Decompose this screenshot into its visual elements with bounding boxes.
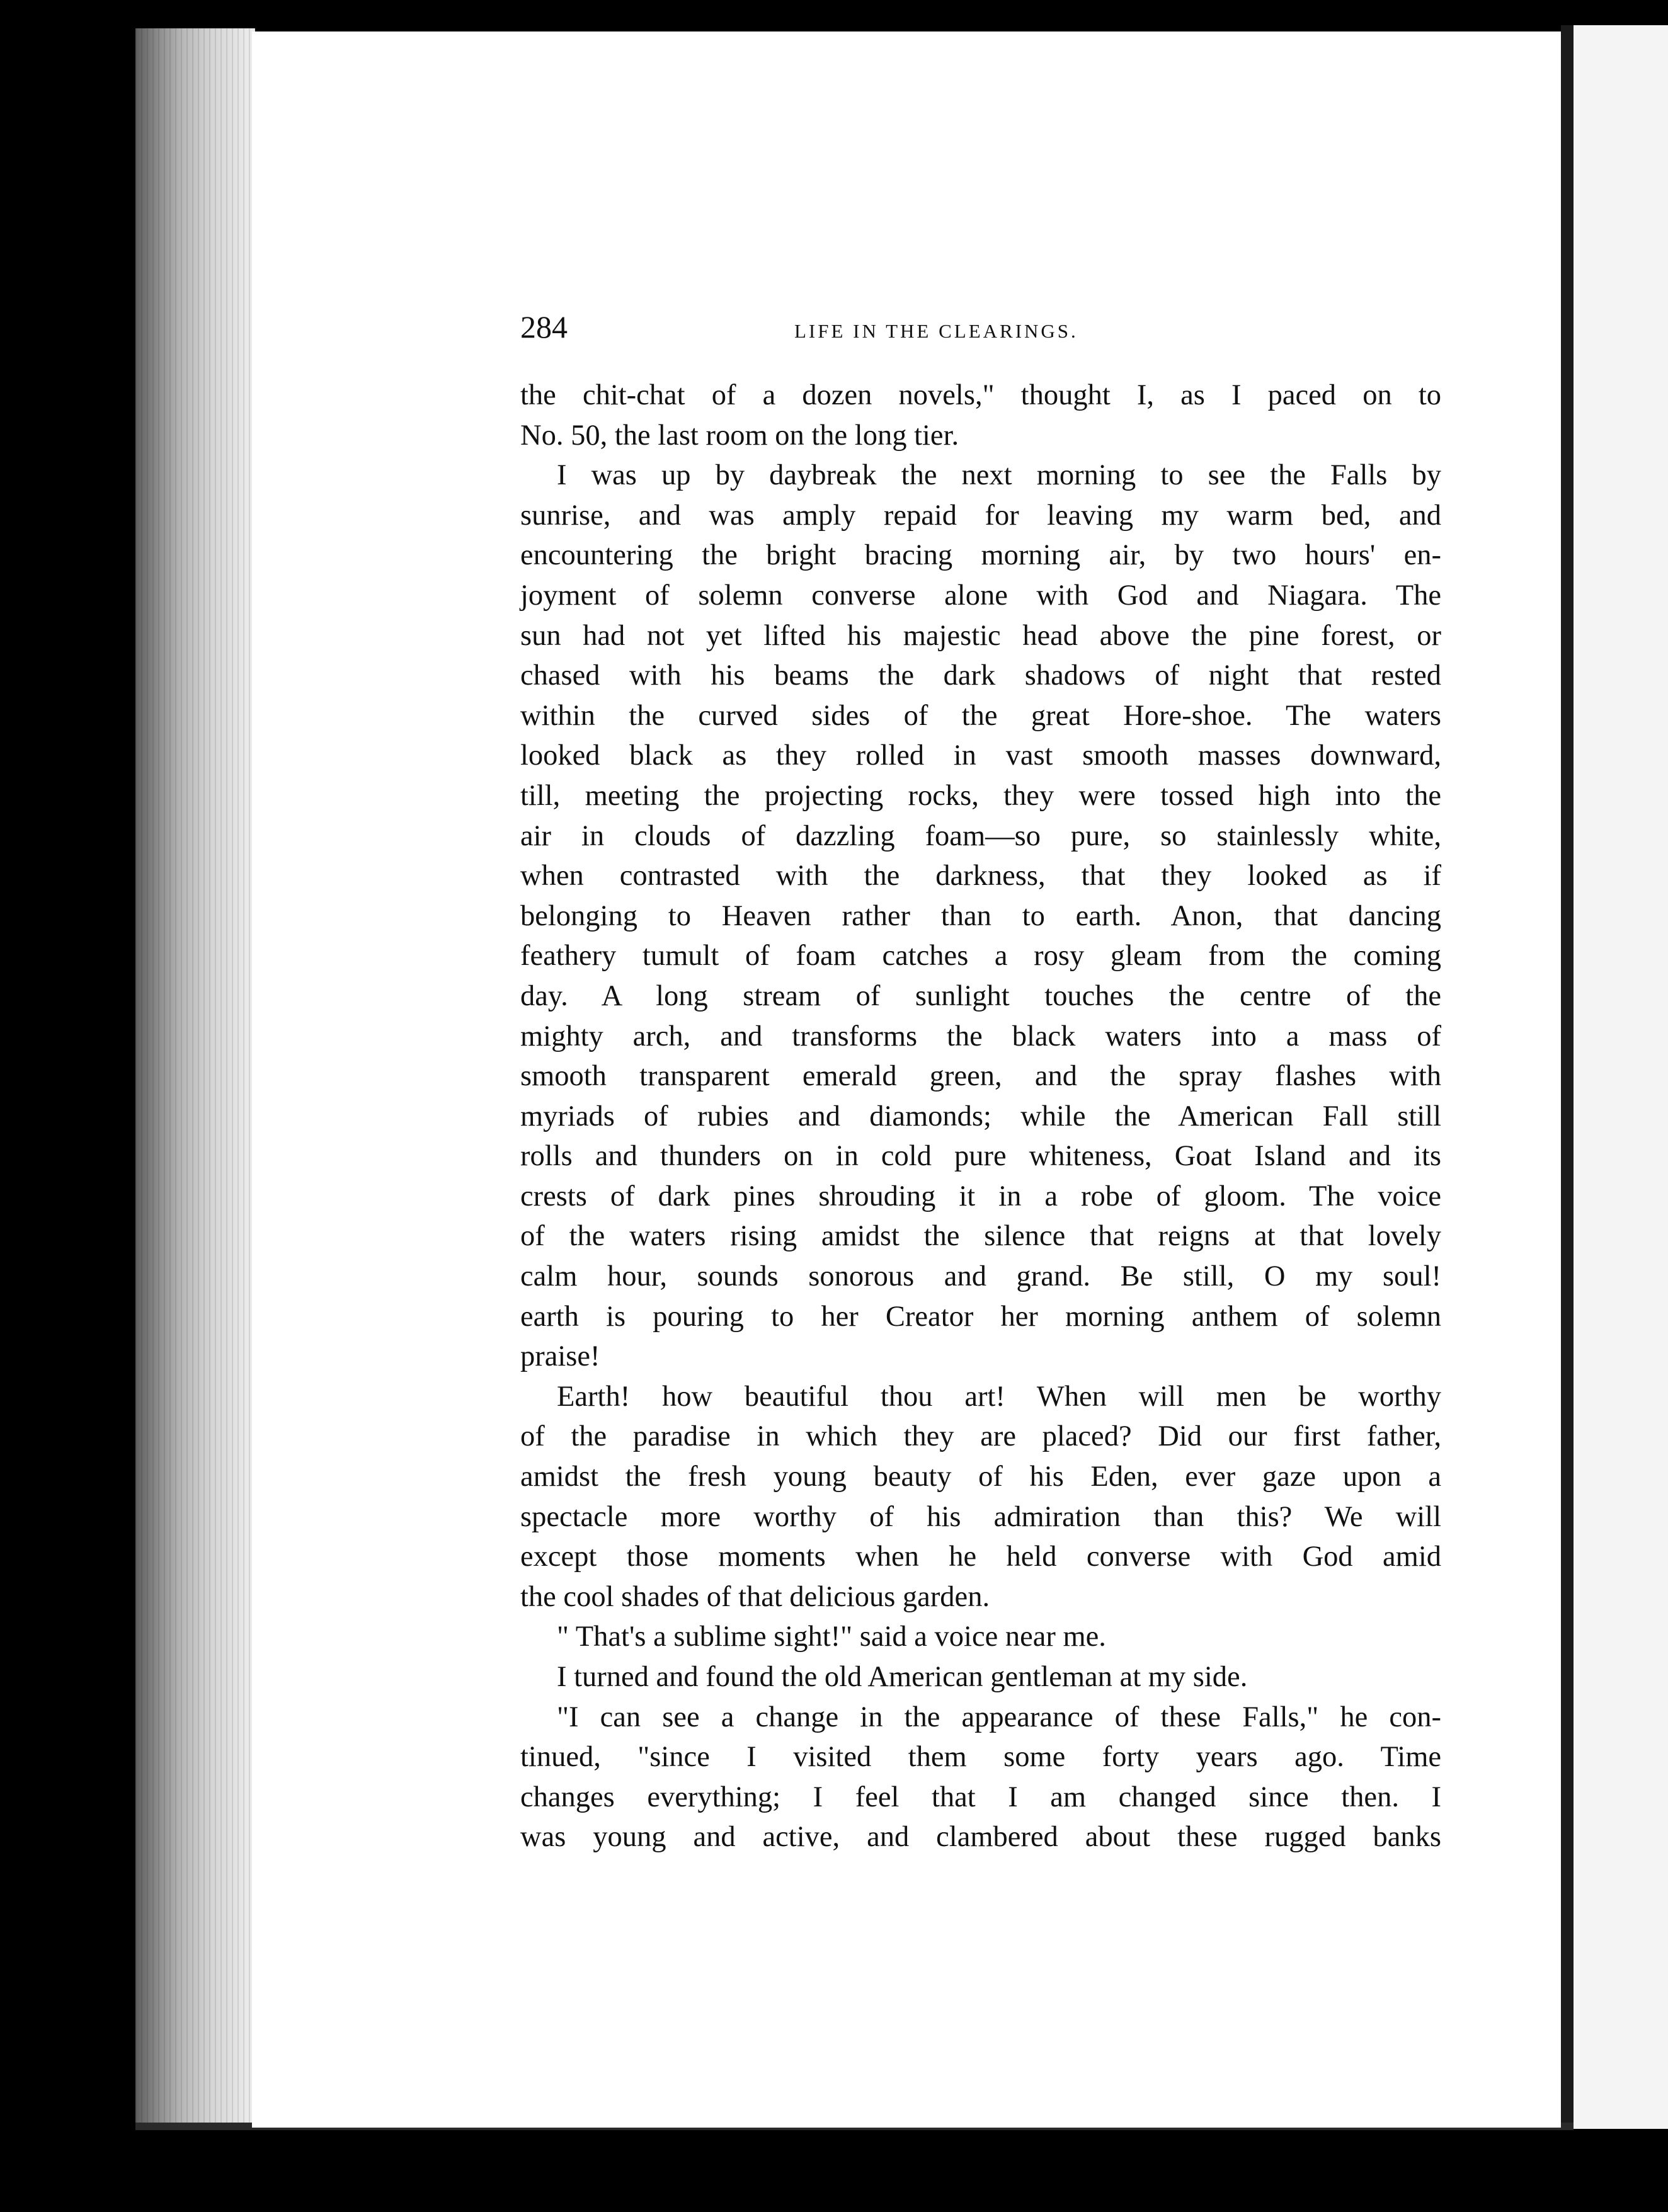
- text-line: praise!: [520, 1340, 600, 1373]
- gutter-shadow: [1561, 25, 1574, 2129]
- text-line: of the paradise in which they are placed? Did our first father,: [520, 1420, 1441, 1453]
- text-line: looked black as they rolled in vast smooth masses downward,: [520, 739, 1441, 772]
- text-line: earth is pouring to her Creator her morning anthem of solemn: [520, 1300, 1441, 1333]
- text-line: spectacle more worthy of his admiration than this? We will: [520, 1500, 1441, 1533]
- text-line: belonging to Heaven rather than to earth. Anon, that dancing: [520, 899, 1441, 932]
- text-line: sunrise, and was amply repaid for leaving my warm bed, and: [520, 499, 1441, 532]
- text-line: smooth transparent emerald green, and the spray flashes with: [520, 1060, 1441, 1093]
- text-line: within the curved sides of the great Hore-shoe. The waters: [520, 699, 1441, 732]
- body-text: [520, 375, 1441, 1857]
- text-line: " That's a sublime sight!" said a voice near me.: [557, 1621, 1106, 1653]
- text-line: the cool shades of that delicious garden.: [520, 1580, 990, 1613]
- text-line: amidst the fresh young beauty of his Eden, ever gaze upon a: [520, 1461, 1441, 1493]
- text-line: tinued, "since I visited them some forty years ago. Time: [520, 1741, 1441, 1774]
- text-line: I was up by daybreak the next morning to see the Falls by: [557, 459, 1441, 492]
- text-line: feathery tumult of foam catches a rosy gleam from the coming: [520, 940, 1441, 972]
- text-line: joyment of solemn converse alone with God and Niagara. The: [520, 579, 1441, 612]
- text-line: I turned and found the old American gentleman at my side.: [557, 1661, 1248, 1693]
- running-head: [520, 309, 1440, 359]
- text-line: Earth! how beautiful thou art! When will men be worthy: [557, 1380, 1441, 1413]
- facing-page-edge: [1574, 25, 1668, 2129]
- text-line: day. A long stream of sunlight touches the centre of the: [520, 979, 1441, 1012]
- running-title: LIFE IN THE CLEARINGS.: [794, 320, 1078, 342]
- text-line: mighty arch, and transforms the black waters into a mass of: [520, 1020, 1441, 1052]
- page-stack-edge: [135, 28, 255, 2126]
- text-line: No. 50, the last room on the long tier.: [520, 419, 959, 452]
- text-line: rolls and thunders on in cold pure whiteness, Goat Island and its: [520, 1140, 1441, 1173]
- text-line: was young and active, and clambered about these rugged banks: [520, 1821, 1441, 1854]
- text-line: the chit-chat of a dozen novels," thought I, as I paced on to: [520, 379, 1441, 411]
- text-line: till, meeting the projecting rocks, they were tossed high into the: [520, 779, 1441, 812]
- text-line: when contrasted with the darkness, that they looked as if: [520, 860, 1441, 892]
- text-line: sun had not yet lifted his majestic head above the pine forest, or: [520, 619, 1441, 652]
- text-line: calm hour, sounds sonorous and grand. Be still, O my soul!: [520, 1260, 1441, 1293]
- text-line: "I can see a change in the appearance of these Falls," he con-: [557, 1701, 1441, 1733]
- text-line: chased with his beams the dark shadows of night that rested: [520, 659, 1441, 692]
- text-line: except those moments when he held converse with God amid: [520, 1541, 1441, 1573]
- text-line: myriads of rubies and diamonds; while the American Fall still: [520, 1100, 1441, 1132]
- text-line: encountering the bright bracing morning air, by two hours' en-: [520, 539, 1441, 572]
- text-line: crests of dark pines shrouding it in a robe of gloom. The voice: [520, 1180, 1441, 1212]
- text-line: of the waters rising amidst the silence that reigns at that lovely: [520, 1220, 1441, 1253]
- text-line: air in clouds of dazzling foam—so pure, so stainlessly white,: [520, 819, 1441, 852]
- page-number: 284: [520, 309, 568, 345]
- text-line: changes everything; I feel that I am changed since then. I: [520, 1781, 1441, 1813]
